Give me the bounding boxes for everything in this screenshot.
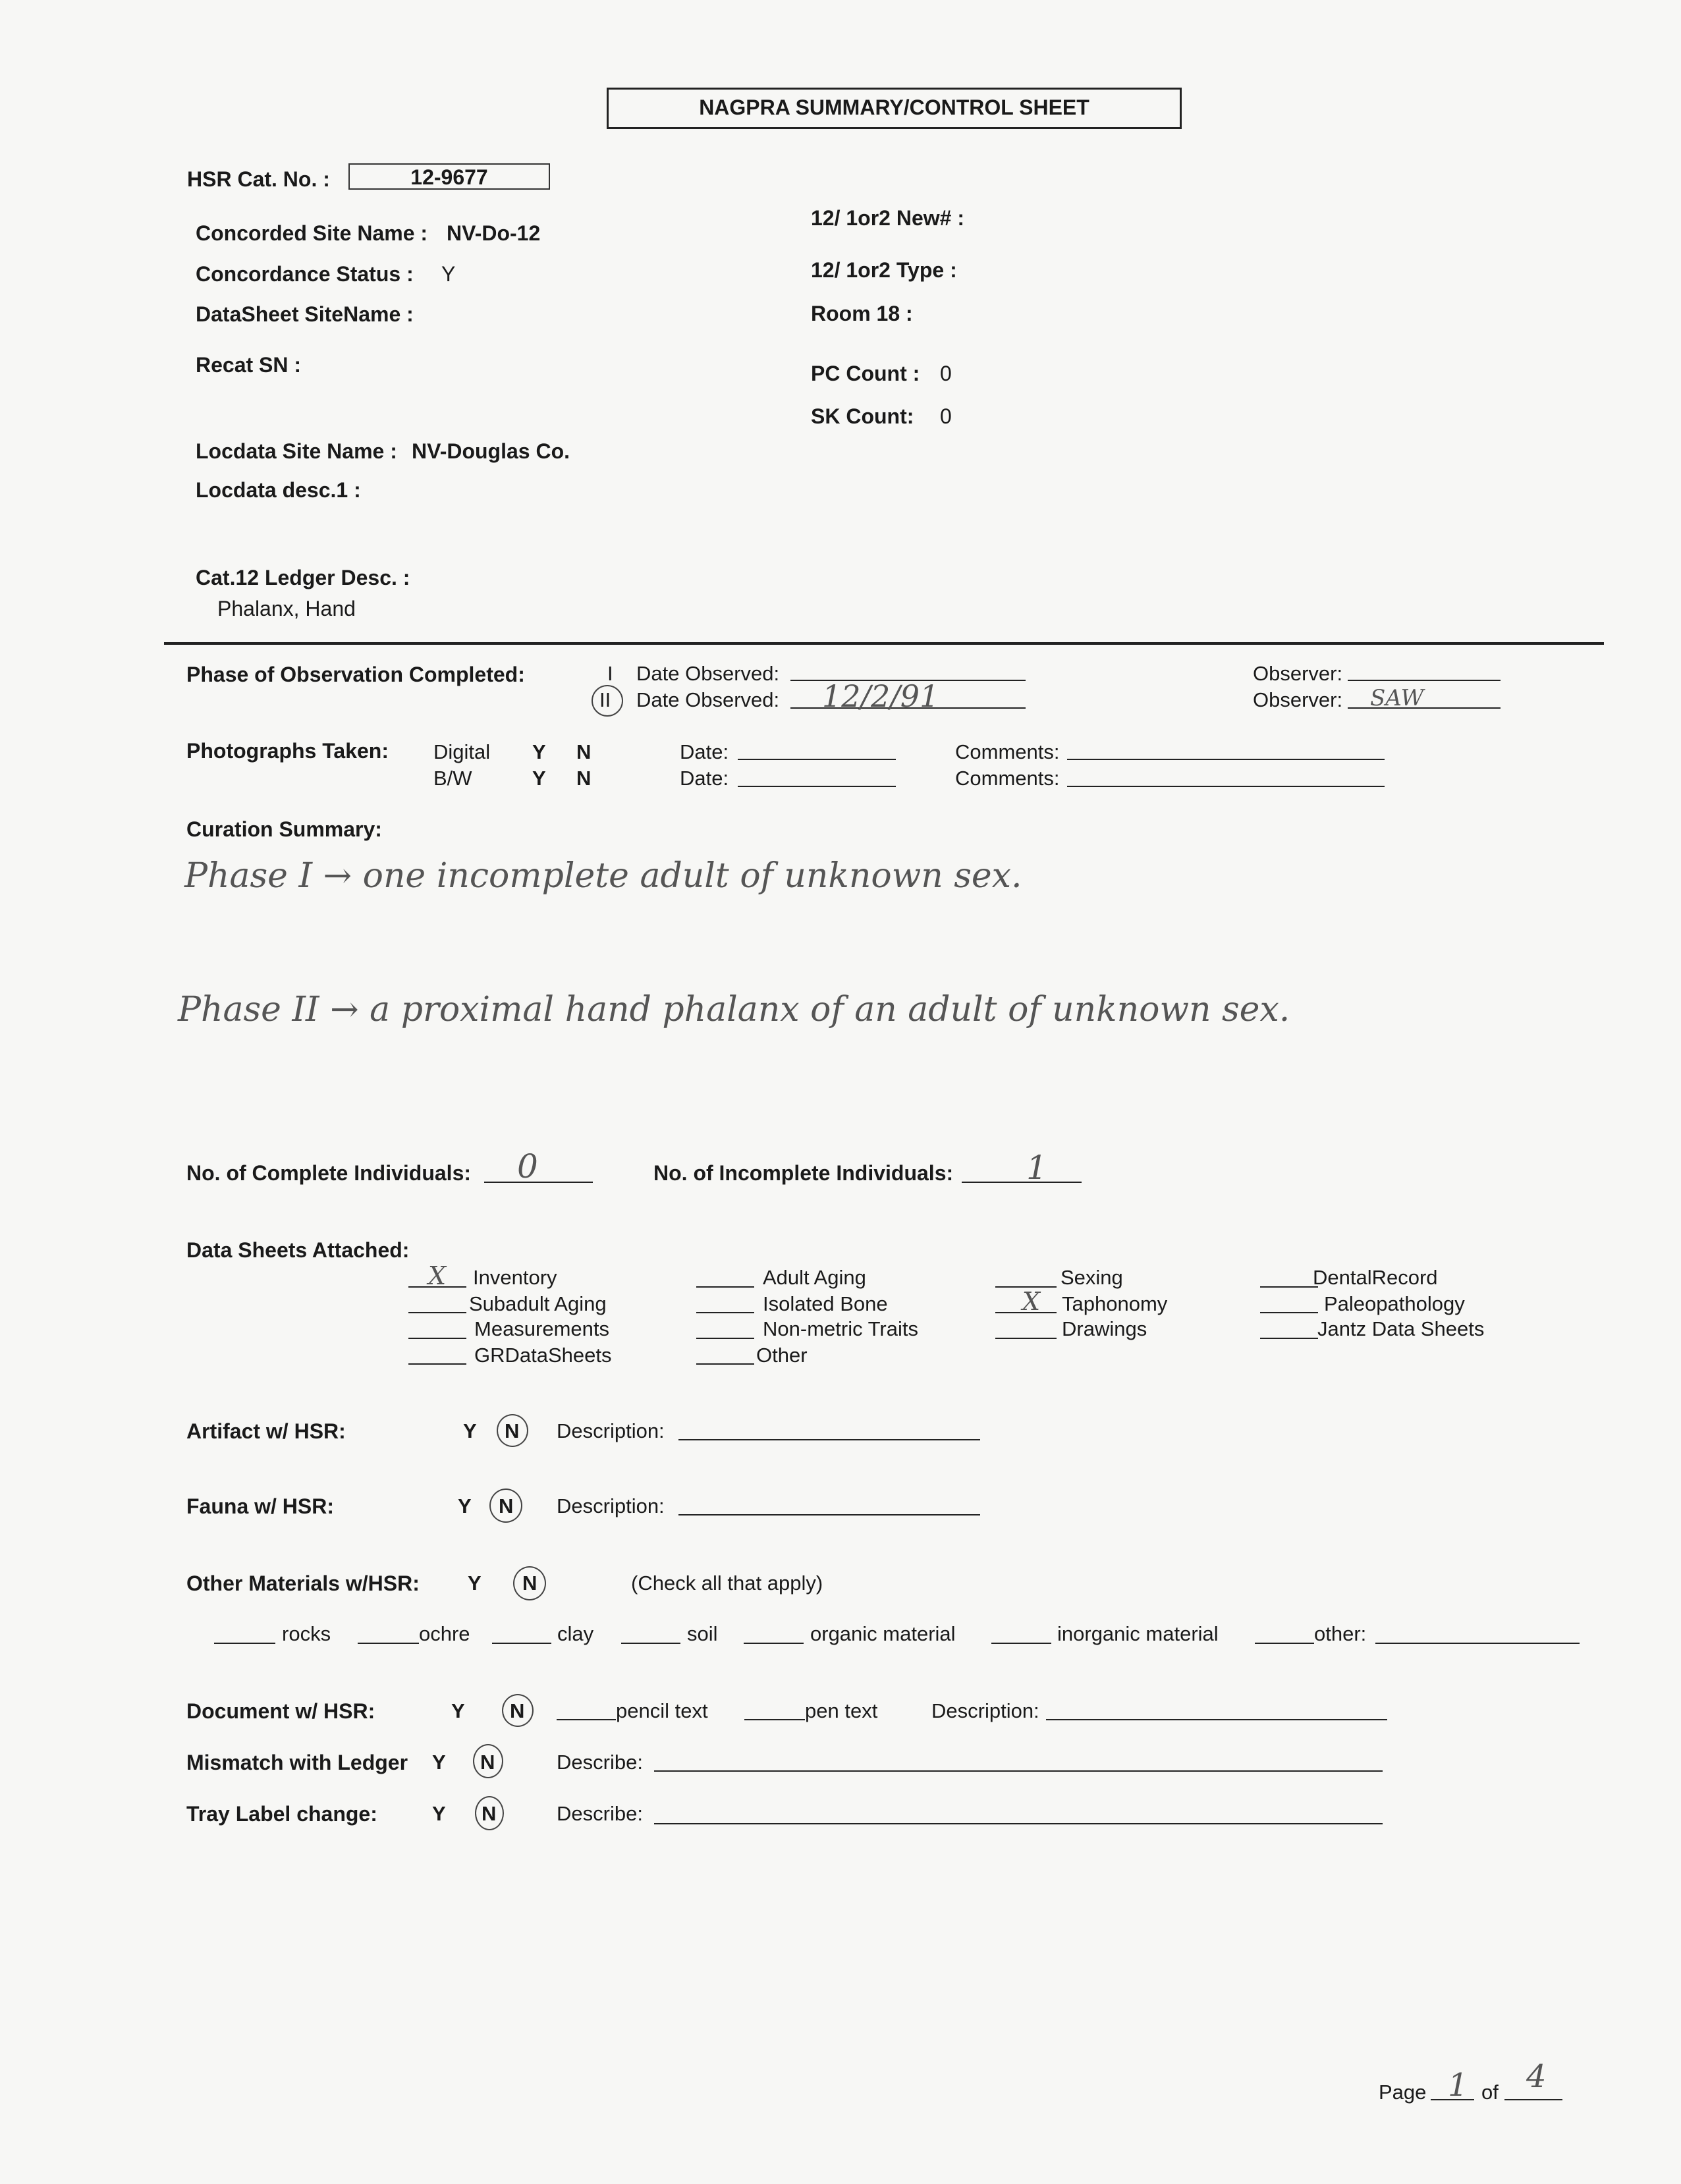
document-pencil-line[interactable] xyxy=(557,1719,616,1720)
photo-bw-n[interactable]: N xyxy=(576,767,592,790)
document-n[interactable]: N xyxy=(510,1699,525,1722)
artifact-label: Artifact w/ HSR: xyxy=(186,1419,346,1443)
artifact-y[interactable]: Y xyxy=(463,1419,477,1442)
ds-grdatasheets-line[interactable] xyxy=(408,1363,466,1365)
photo-bw-label: B/W xyxy=(433,767,472,790)
photo-date-1-label: Date: xyxy=(680,740,729,763)
page-number-value: 1 xyxy=(1448,2067,1468,2104)
om-soil: soil xyxy=(687,1622,718,1645)
incomplete-individuals-label: No. of Incomplete Individuals: xyxy=(653,1161,954,1185)
ds-jantz-data-sheets: Jantz Data Sheets xyxy=(1317,1317,1485,1340)
om-organic-line[interactable] xyxy=(744,1643,804,1644)
ds-measurements: Measurements xyxy=(474,1317,610,1340)
phase-numeral-ii: II xyxy=(599,688,611,711)
locdata-desc-label: Locdata desc.1 : xyxy=(196,478,361,502)
om-ochre: ochre xyxy=(419,1622,470,1645)
document-y[interactable]: Y xyxy=(451,1699,465,1722)
ds-taphonomy: Taphonomy xyxy=(1062,1292,1168,1315)
concorded-site-name-label: Concorded Site Name : xyxy=(196,221,428,245)
other-materials-n[interactable]: N xyxy=(522,1571,537,1595)
om-other-line[interactable] xyxy=(1255,1643,1314,1644)
ds-sexing: Sexing xyxy=(1061,1266,1123,1289)
mismatch-describe-label: Describe: xyxy=(557,1751,643,1774)
ds-paleopathology-line[interactable] xyxy=(1260,1312,1318,1313)
complete-individuals-value: 0 xyxy=(517,1147,538,1186)
pc-count-label: PC Count : xyxy=(811,362,920,385)
observer-1-label: Observer: xyxy=(1253,662,1343,685)
cat12-ledger-value: Phalanx, Hand xyxy=(217,597,356,620)
pc-count-value: 0 xyxy=(940,362,952,385)
photo-comments-2-line[interactable] xyxy=(1067,786,1385,787)
other-materials-label: Other Materials w/HSR: xyxy=(186,1571,420,1595)
page-of-label: of xyxy=(1481,2081,1499,2104)
ds-non-metric-traits: Non-metric Traits xyxy=(763,1317,918,1340)
document-pen-line[interactable] xyxy=(744,1719,805,1720)
ds-subadult-aging: Subadult Aging xyxy=(469,1292,607,1315)
curation-line-1: Phase I → one incomplete adult of unknown sex. xyxy=(184,856,1022,896)
om-rocks: rocks xyxy=(282,1622,331,1645)
tray-label-change-label: Tray Label change: xyxy=(186,1802,377,1826)
mismatch-describe-line[interactable] xyxy=(654,1770,1383,1772)
tray-describe-line[interactable] xyxy=(654,1823,1383,1824)
observer-2-value: SAW xyxy=(1370,685,1424,711)
ds-non-metric-traits-line[interactable] xyxy=(696,1338,754,1339)
complete-individuals-line[interactable] xyxy=(484,1182,593,1183)
document-description-label: Description: xyxy=(931,1699,1039,1722)
ds-drawings-line[interactable] xyxy=(995,1338,1057,1339)
phase-numeral-i: I xyxy=(607,662,613,685)
ds-paleopathology: Paleopathology xyxy=(1324,1292,1465,1315)
cat12-ledger-label: Cat.12 Ledger Desc. : xyxy=(196,566,410,589)
fauna-label: Fauna w/ HSR: xyxy=(186,1494,335,1518)
data-sheets-label: Data Sheets Attached: xyxy=(186,1238,410,1262)
hsr-cat-label: HSR Cat. No. : xyxy=(187,167,330,191)
ds-inventory: Inventory xyxy=(473,1266,557,1289)
photo-comments-2-label: Comments: xyxy=(955,767,1060,790)
hsr-cat-value: 12-9677 xyxy=(410,165,488,189)
ds-dentalrecord-line[interactable] xyxy=(1260,1286,1318,1288)
photo-date-2-line[interactable] xyxy=(738,786,896,787)
om-organic-material: organic material xyxy=(810,1622,956,1645)
ds-subadult-aging-line[interactable] xyxy=(408,1312,466,1313)
ds-adult-aging-line[interactable] xyxy=(696,1286,754,1288)
observer-1-line[interactable] xyxy=(1348,680,1501,681)
phase-label: Phase of Observation Completed: xyxy=(186,663,525,686)
photo-bw-y[interactable]: Y xyxy=(532,767,546,790)
artifact-description-label: Description: xyxy=(557,1419,665,1442)
photo-date-2-label: Date: xyxy=(680,767,729,790)
om-clay: clay xyxy=(557,1622,594,1645)
photo-digital-label: Digital xyxy=(433,740,491,763)
room-label: Room 18 : xyxy=(811,302,913,325)
locdata-site-name-label: Locdata Site Name : xyxy=(196,439,397,463)
ds-other: Other xyxy=(756,1344,808,1367)
incomplete-individuals-value: 1 xyxy=(1026,1149,1047,1187)
locdata-site-name-value: NV-Douglas Co. xyxy=(412,439,570,463)
tray-label-n[interactable]: N xyxy=(482,1802,497,1825)
other-materials-note: (Check all that apply) xyxy=(631,1571,823,1595)
om-inorganic-material: inorganic material xyxy=(1057,1622,1219,1645)
datasheet-sitename-label: DataSheet SiteName : xyxy=(196,302,414,326)
ds-dentalrecord: DentalRecord xyxy=(1313,1266,1438,1289)
tray-describe-label: Describe: xyxy=(557,1802,643,1825)
recat-sn-label: Recat SN : xyxy=(196,353,302,377)
photo-date-1-line[interactable] xyxy=(738,759,896,760)
fauna-n[interactable]: N xyxy=(499,1494,514,1517)
type-label: 12/ 1or2 Type : xyxy=(811,258,957,282)
photo-comments-1-label: Comments: xyxy=(955,740,1060,763)
om-soil-line[interactable] xyxy=(621,1643,680,1644)
document-label: Document w/ HSR: xyxy=(186,1699,375,1723)
complete-individuals-label: No. of Complete Individuals: xyxy=(186,1161,472,1185)
sk-count-value: 0 xyxy=(940,404,952,428)
artifact-n[interactable]: N xyxy=(505,1419,520,1442)
om-inorganic-line[interactable] xyxy=(991,1643,1051,1644)
ds-jantz-line[interactable] xyxy=(1260,1338,1318,1339)
concorded-site-name-value: NV-Do-12 xyxy=(447,221,541,245)
ds-isolated-bone: Isolated Bone xyxy=(763,1292,888,1315)
photographs-label: Photographs Taken: xyxy=(186,739,389,763)
om-other-fill-line[interactable] xyxy=(1375,1643,1580,1644)
ds-drawings: Drawings xyxy=(1062,1317,1147,1340)
mismatch-y[interactable]: Y xyxy=(432,1751,446,1774)
photo-digital-n[interactable]: N xyxy=(576,740,592,763)
om-clay-line[interactable] xyxy=(492,1643,551,1644)
artifact-description-line[interactable] xyxy=(678,1439,980,1440)
curation-summary-label: Curation Summary: xyxy=(186,817,382,841)
observer-2-label: Observer: xyxy=(1253,688,1343,711)
ds-adult-aging: Adult Aging xyxy=(763,1266,866,1289)
document-pencil-text: pencil text xyxy=(616,1699,708,1722)
page-label: Page xyxy=(1379,2081,1427,2104)
section-divider xyxy=(164,642,1604,645)
concordance-status-value: Y xyxy=(441,262,456,286)
photo-digital-y[interactable]: Y xyxy=(532,740,546,763)
page-title: NAGPRA SUMMARY/CONTROL SHEET xyxy=(699,96,1089,119)
mismatch-label: Mismatch with Ledger xyxy=(186,1751,408,1774)
om-ochre-line[interactable] xyxy=(358,1643,419,1644)
sk-count-label: SK Count: xyxy=(811,404,914,428)
ds-grdatasheets: GRDataSheets xyxy=(474,1344,612,1367)
document-description-line[interactable] xyxy=(1046,1719,1387,1720)
other-materials-y[interactable]: Y xyxy=(468,1571,482,1595)
incomplete-individuals-line[interactable] xyxy=(962,1182,1082,1183)
ds-other-line[interactable] xyxy=(696,1363,754,1365)
new-num-label: 12/ 1or2 New# : xyxy=(811,206,964,230)
photo-comments-1-line[interactable] xyxy=(1067,759,1385,760)
page-total-value: 4 xyxy=(1526,2058,1547,2095)
mismatch-n[interactable]: N xyxy=(480,1751,495,1774)
fauna-description-label: Description: xyxy=(557,1494,665,1517)
tray-label-y[interactable]: Y xyxy=(432,1802,446,1825)
concordance-status-label: Concordance Status : xyxy=(196,262,414,286)
om-rocks-line[interactable] xyxy=(214,1643,275,1644)
fauna-y[interactable]: Y xyxy=(458,1494,472,1517)
ds-inventory-check: X xyxy=(428,1261,447,1290)
phase-date-observed-2-value: 12/2/91 xyxy=(822,678,939,714)
phase-date-observed-2-label: Date Observed: xyxy=(636,688,780,711)
page-total-line xyxy=(1504,2099,1562,2100)
om-other: other: xyxy=(1314,1622,1367,1645)
document-pen-text: pen text xyxy=(805,1699,878,1722)
ds-isolated-bone-line[interactable] xyxy=(696,1312,754,1313)
fauna-description-line[interactable] xyxy=(678,1514,980,1515)
curation-line-2: Phase II → a proximal hand phalanx of an adult of unknown sex. xyxy=(178,990,1290,1029)
ds-measurements-line[interactable] xyxy=(408,1338,466,1339)
ds-taphonomy-check: X xyxy=(1022,1287,1041,1316)
phase-date-observed-1-label: Date Observed: xyxy=(636,662,780,685)
